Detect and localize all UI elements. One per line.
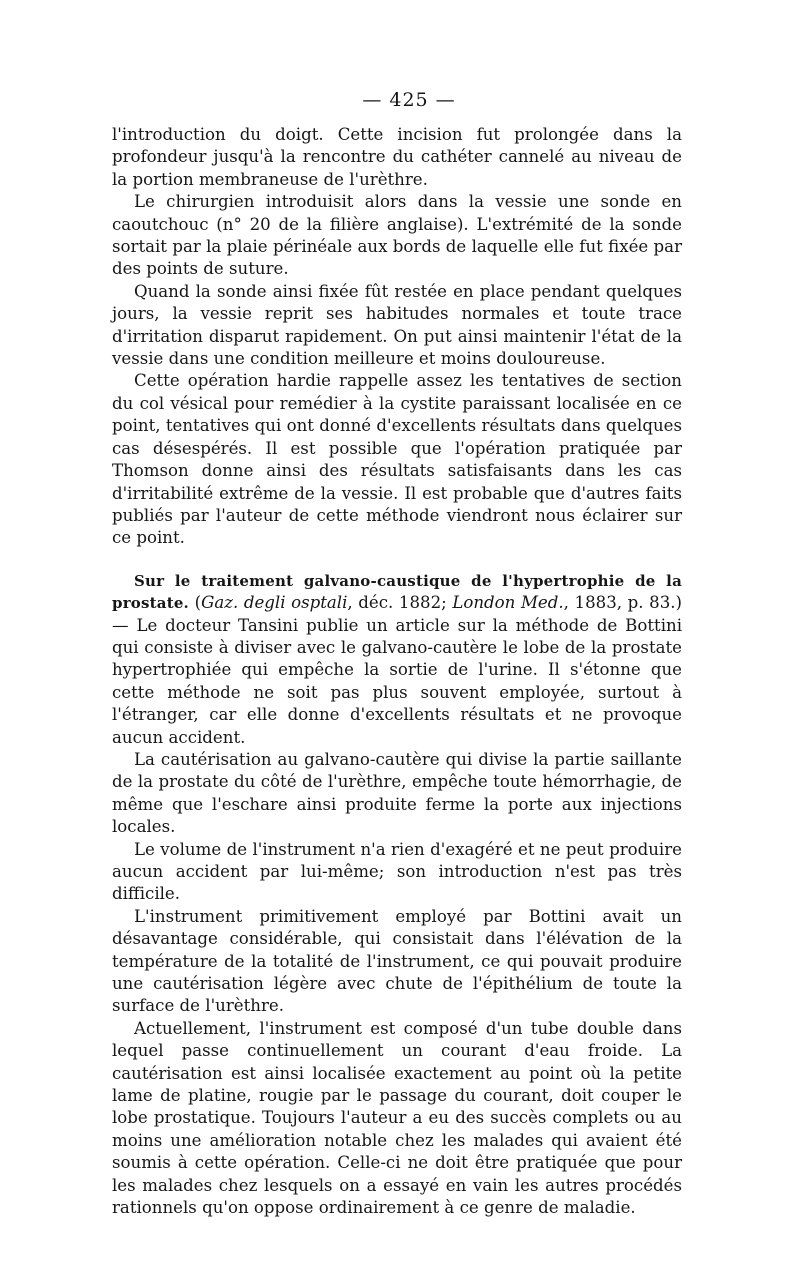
source-journal-2: London Med. [452,593,564,613]
section-galvano-caustique [112,570,682,1220]
section-paragraph-3: Le volume de l'instrument n'a rien d'exagéré et ne peut produire aucun accident par lui-même; son introduction n'est pas très difficile. [112,839,682,904]
section-paragraph-4: L'instrument primitivement employé par Bottini avait un désavantage considérable, qui consistait dans l'élévation de la température de la totalité de l'instrument, ce qui pouvait produire une cautérisation légère avec chute de l'épithélium de toute la surface de l'urèthre. [112,906,682,1016]
paragraph-4: Cette opération hardie rappelle assez les tentatives de section du col vésical pour remédier à la cystite paraissant localisée en ce point, tentatives qui ont donné d'excellents résultats dans quelques cas désespérés. Il est possible que l'opération pratiquée par Thomson donne ainsi des résultats satisfaisants dans les cas d'irritabilité extrême de la vessie. Il est probable que d'autres faits publiés par l'auteur de cette méthode viendront nous éclairer sur ce point. [112,371,682,548]
paragraph-2: Le chirurgien introduisit alors dans la vessie une sonde en caoutchouc (n° 20 de la filière anglaise). L'extrémité de la sonde sortait par la plaie périnéale aux bords de laquelle elle fut fixée par des points de suture. [112,192,682,279]
section-paragraph-2: La cautérisation au galvano-cautère qui divise la partie saillante de la prostate du côté de l'urèthre, empêche toute hémorrhagie, de même que l'eschare ainsi produite ferme la porte aux injections locales. [112,749,682,837]
section-first-paragraph: Sur le traitement galvano-caustique de l'hypertrophie de la prostate. (Gaz. degli osptali, déc. 1882; London Med., 1883, p. 83.) — Le docteur Tansini publie un article sur la méthode de Bottini qui consiste à diviser avec le galvano-cautère le lobe de la prostate hypertrophiée qui empêche la sortie de l'urine. Il s'étonne que cette méthode ne soit pas plus souvent employée, surtout à l'étranger, car elle donne d'excellents résultats et ne provoque aucun accident. [112,571,683,747]
section-first-text: Le docteur Tansini publie un article sur la méthode de Bottini qui consiste à diviser avec le galvano-cautère le lobe de la prostate hypertrophiée qui empêche la sortie de l'urine. Il s'étonne que cette méthode ne soit pas plus souvent employée, surtout à l'étranger, car elle donne d'excellents résultats et ne provoque aucun accident. [112,615,683,747]
section-gap [112,550,682,570]
source-date-1: , déc. 1882; [347,593,453,613]
section-paragraph-5: Actuellement, l'instrument est composé d'un tube double dans lequel passe continuellement un courant d'eau froide. La cautérisation est ainsi localisée exactement au point où la petite lame de platine, rougie par le passage du courant, doit couper le lobe prostatique. Toujours l'auteur a eu des succès complets ou au moins une amélioration notable chez les malades qui avaient été soumis à cette opération. Celle-ci ne doit être pratiquée que pour les malades chez lesquels on a essayé en vain les autres procédés rationnels qu'on oppose ordinairement à ce genre de maladie. [112,1018,682,1218]
paragraph-3: Quand la sonde ainsi fixée fût restée en place pendant quelques jours, la vessie reprit ses habitudes normales et toute trace d'irritation disparut rapidement. On put ainsi maintenir l'état de la vessie dans une condition meilleure et moins douloureuse. [112,281,682,369]
source-ref-2: , 1883, p. 83.) — [112,593,682,635]
section-heading: Sur le traitement galvano-caustique de l'hypertrophie de la prostate. [112,571,682,613]
source-journal-1: Gaz. degli osptali [201,593,348,613]
page-number: — 425 — [362,89,456,111]
book-page [112,86,682,1220]
paragraph-1: l'introduction du doigt. Cette incision fut prolongée dans la profondeur jusqu'à la rencontre du cathéter cannelé au niveau de la portion membraneuse de l'urèthre. [112,125,682,189]
body-text-top [112,124,682,550]
